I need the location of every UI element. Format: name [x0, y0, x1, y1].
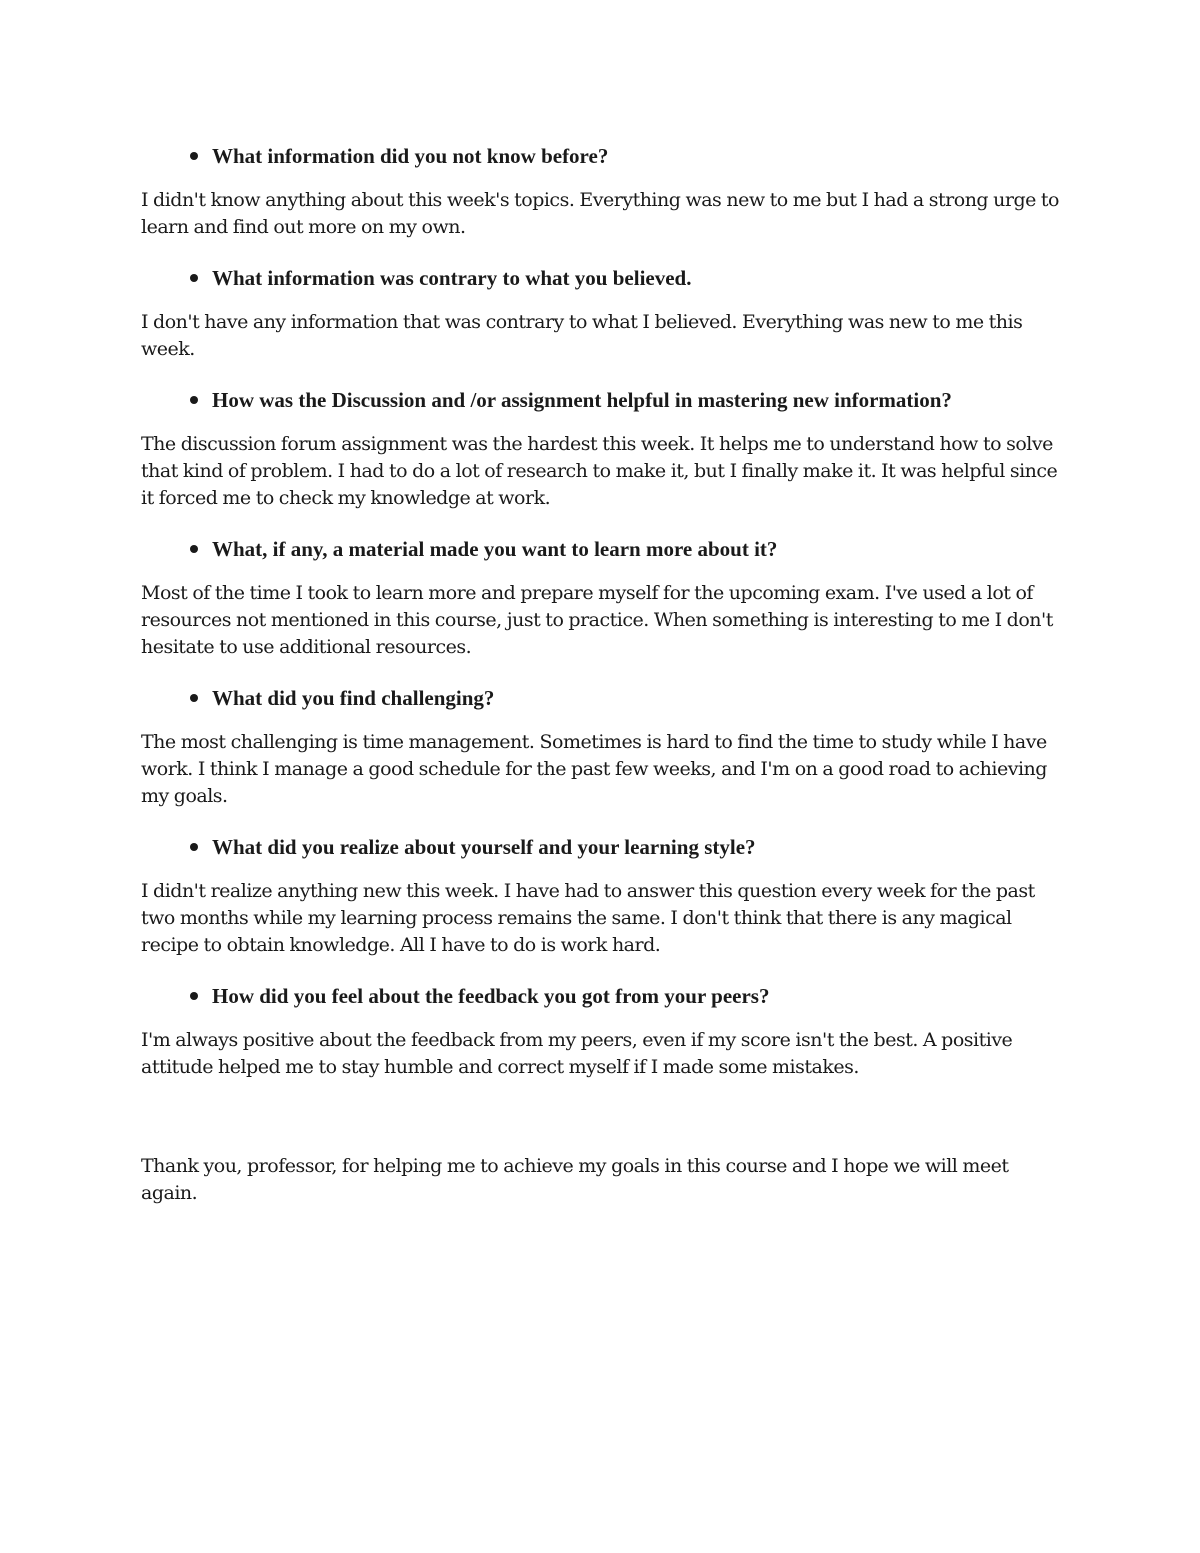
question-text: How was the Discussion and /or assignment helpful in mastering new information? — [212, 388, 952, 412]
bullet-icon — [190, 152, 198, 160]
bullet-icon — [190, 545, 198, 553]
question-6 — [141, 832, 1066, 862]
answer-4: Most of the time I took to learn more and prepare myself for the upcoming exam. I've used a lot of resources not mentioned in this course, just to practice. When something is interesting to me I don't hesitate to use additional resources. — [141, 582, 1053, 658]
bullet-icon — [190, 396, 198, 404]
question-text: What information did you not know before? — [212, 144, 609, 168]
question-text: What, if any, a material made you want to learn more about it? — [212, 537, 778, 561]
bullet-icon — [190, 694, 198, 702]
answer-1: I didn't know anything about this week's topics. Everything was new to me but I had a strong urge to learn and find out more on my own. — [141, 189, 1059, 238]
bullet-icon — [190, 992, 198, 1000]
question-text: What did you realize about yourself and your learning style? — [212, 835, 756, 859]
question-2 — [141, 263, 1066, 293]
question-7 — [141, 981, 1066, 1011]
answer-6: I didn't realize anything new this week. I have had to answer this question every week for the past two months while my learning process remains the same. I don't think that there is any magical recipe to obtain knowledge. All I have to do is work hard. — [141, 880, 1035, 956]
question-text: What information was contrary to what you believed. — [212, 266, 692, 290]
question-5 — [141, 683, 1066, 713]
answer-3: The discussion forum assignment was the hardest this week. It helps me to understand how to solve that kind of problem. I had to do a lot of research to make it, but I finally make it. It was helpful since it forced me to check my knowledge at work. — [141, 433, 1058, 509]
question-3 — [141, 385, 1066, 415]
bullet-icon — [190, 843, 198, 851]
question-4 — [141, 534, 1066, 564]
document-body — [141, 141, 1066, 1226]
answer-5: The most challenging is time management. Sometimes is hard to find the time to study while I have work. I think I manage a good schedule for the past few weeks, and I'm on a good road to achieving my goals. — [141, 731, 1047, 807]
question-1 — [141, 141, 1066, 171]
answer-2: I don't have any information that was contrary to what I believed. Everything was new to me this week. — [141, 311, 1023, 360]
question-text: How did you feel about the feedback you got from your peers? — [212, 984, 770, 1008]
question-text: What did you find challenging? — [212, 686, 495, 710]
answer-7: I'm always positive about the feedback from my peers, even if my score isn't the best. A positive attitude helped me to stay humble and correct myself if I made some mistakes. — [141, 1029, 1013, 1078]
bullet-icon — [190, 274, 198, 282]
closing-paragraph: Thank you, professor, for helping me to achieve my goals in this course and I hope we will meet again. — [141, 1155, 1009, 1204]
